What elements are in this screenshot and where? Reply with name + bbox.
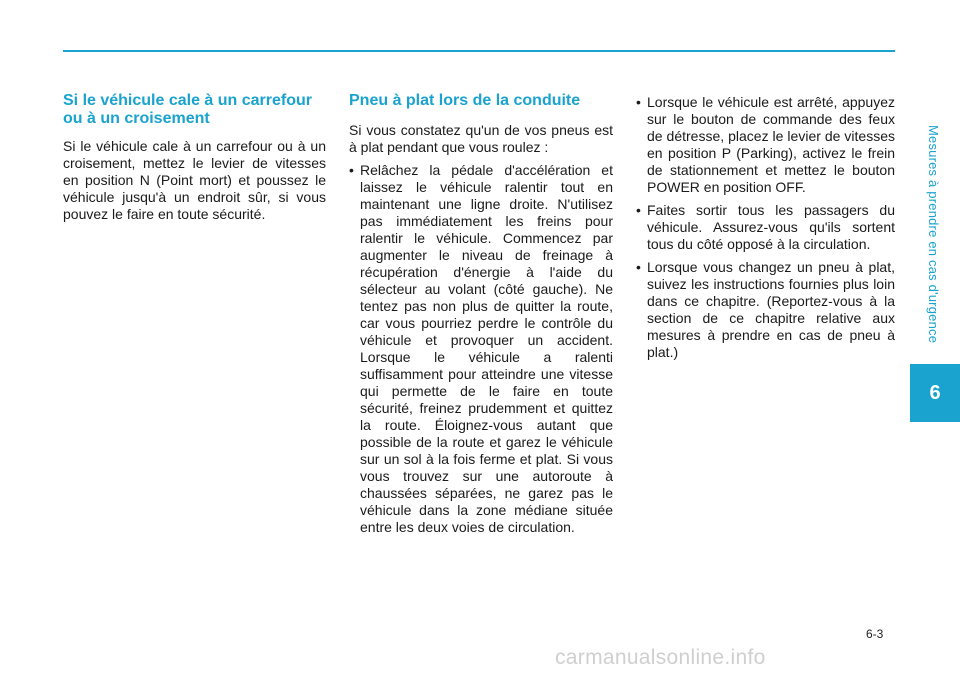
paragraph-flat-tire-intro: Si vous constatez qu'un de vos pneus est à plat pendant que vous roulez :: [349, 122, 613, 155]
bullet-icon: •: [636, 202, 641, 218]
list-item-text: Lorsque le véhicule est arrêté, appuyez sur le bouton de commande des feux de détresse, placez le levier de vitesses en position P (Parking), activez le frein de stationnement et mettez le bouton POWER en position OFF.: [647, 94, 895, 195]
right-column: [636, 94, 895, 367]
chapter-number: 6: [929, 381, 941, 404]
bullet-icon: •: [636, 94, 641, 110]
watermark: carmanualsonline.info: [555, 646, 766, 669]
middle-column: [349, 92, 613, 542]
list-item-text: Relâchez la pédale d'accélération et laissez le véhicule ralentir tout en maintenant une ligne droite. N'utilisez pas immédiatement les freins pour ralentir le véhicule. Commencez par augmenter le niveau de freinage à récupération d'énergie à l'aide du sélecteur au volant (côté gauche). Ne tentez pas non plus de quitter la route, car vous pourriez perdre le contrôle du véhicule et provoquer un accident. Lorsque le véhicule a ralenti suffisamment pour atteindre une vitesse qui permette de le faire en toute sécurité, freinez prudemment et quittez la route. Éloignez-vous autant que possible de la route et garez le véhicule sur un sol à la fois ferme et plat. Si vous vous trouvez sur une autoroute à chaussées séparées, ne garez pas le véhicule dans la zone médiane située entre les deux voies de circulation.: [360, 162, 613, 535]
bullet-list-flat-tire: [349, 162, 613, 536]
chapter-number-tab: [910, 364, 960, 422]
list-item: [636, 94, 895, 196]
list-item-text: Lorsque vous changez un pneu à plat, suivez les instructions fournies plus loin dans ce chapitre. (Reportez-vous à la section de ce chapitre relative aux mesures à prendre en cas de pneu à plat.): [647, 259, 895, 360]
section-heading-stall: Si le véhicule cale à un carrefour ou à un croisement: [63, 92, 312, 127]
list-item: [636, 202, 895, 253]
paragraph-stall: Si le véhicule cale à un carrefour ou à un croisement, mettez le levier de vitesses en position N (Point mort) et poussez le véhicule jusqu'à un endroit sûr, si vous pouvez le faire en toute sécurité.: [63, 138, 326, 222]
bullet-icon: •: [636, 259, 641, 275]
left-column: [63, 92, 326, 229]
bullet-icon: •: [349, 162, 354, 178]
list-item-text: Faites sortir tous les passagers du véhicule. Assurez-vous qu'ils sortent tous du côté opposé à la circulation.: [647, 202, 895, 252]
list-item: [636, 259, 895, 361]
chapter-title-vertical: Mesures à prendre en cas d'urgence: [926, 125, 941, 344]
header-rule: [63, 50, 895, 52]
list-item: [349, 162, 613, 536]
section-heading-flat-tire: Pneu à plat lors de la conduite: [349, 92, 581, 109]
page-number: 6-3: [866, 627, 884, 641]
bullet-list-continued: [636, 94, 895, 361]
